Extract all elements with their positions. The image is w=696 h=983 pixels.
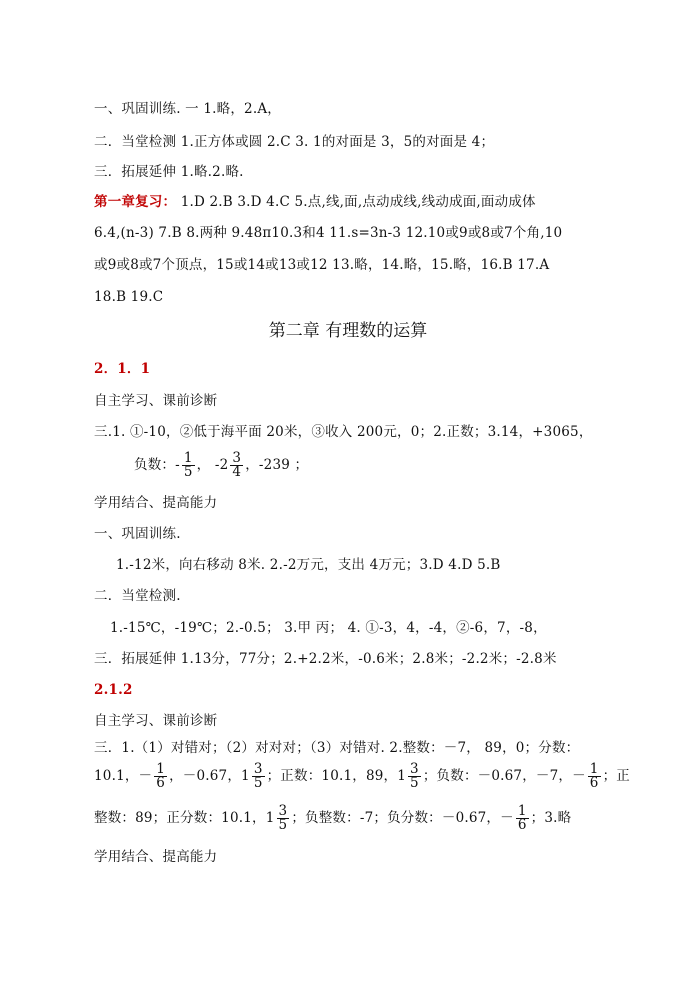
section-2-1-1-number: 2．1．1: [94, 361, 151, 377]
section-2-1-2-answer-1: 三．1.（1）对错对；（2）对对对；（3）对错对. 2.整数：－7， 89，0；分数：: [94, 740, 580, 756]
chapter1-review-label: 第一章复习：: [94, 194, 177, 210]
classroom-check-text: 1.-15℃，-19℃；2.-0.5； 3.甲 丙； 4. ①-3，4，-4，②-6，7，-8，: [110, 620, 547, 636]
fraction-three-fourths: $\frac{3}{4}$: [232, 449, 242, 480]
fraction-one-sixth: $\frac{1}{6}$: [517, 802, 527, 833]
extension-text: 三．拓展延伸 1.13分，77分；2.+2.2米，-0.6米；2.8米；-2.2米；-2.8米: [94, 651, 557, 667]
fraction-three-fifths: $\frac{3}{5}$: [253, 760, 263, 791]
answer-line-2: 二．当堂检测 1.正方体或圆 2.C 3. 1的对面是 3，5的对面是 4；: [94, 134, 495, 150]
fraction-one-sixth: $\frac{1}{6}$: [589, 760, 599, 791]
fraction-three-fifths: $\frac{3}{5}$: [410, 760, 419, 791]
consolidation-title: 一、巩固训练.: [94, 526, 181, 542]
answer-line-6: 或9或8或7个顶点，15或14或13或12 13.略，14.略，15.略，16.B 17.A: [94, 257, 550, 273]
answer-line-1: 一、巩固训练. 一 1.略，2.A，: [94, 101, 281, 117]
section-2-1-2-answer-2: 10.1，－ $\frac{1}{6}$ ，－0.67，1 $\frac{3}{5}$ ；正数：10.1，89，1 $\frac{3}{5}$ ；负数：－0.67，－7，－ $\frac{1}{6}$ ；正: [94, 760, 630, 791]
section-2-1-2-answer-3: 整数：89；正分数：10.1，1 $\frac{3}{5}$ ；负整数：-7；负分数：－0.67，－ $\frac{1}{6}$ ；3.略: [94, 802, 572, 833]
chapter-heading: 第二章 有理数的运算: [268, 321, 428, 341]
answer-line-3: 三．拓展延伸 1.略.2.略.: [94, 164, 244, 180]
consolidation-text: 1.-12米，向右移动 8米. 2.-2万元，支出 4万元；3.D 4.D 5.B: [116, 557, 501, 573]
fraction-one-fifth: $\frac{1}{5}$: [183, 449, 193, 480]
section-2-1-1-diagnosis: 自主学习、课前诊断: [94, 393, 218, 409]
classroom-check-title: 二．当堂检测.: [94, 588, 181, 604]
negatives-prefix: 负数：-: [134, 457, 180, 473]
negatives-mid: ， -2: [196, 457, 229, 473]
answer-line-7: 18.B 19.C: [94, 289, 164, 305]
section-2-1-1-apply: 学用结合、提高能力: [94, 495, 218, 511]
section-2-1-1-answer-1: 三.1. ①-10，②低于海平面 20米，③收入 200元，0；2.正数；3.14，+3065，: [94, 424, 593, 440]
section-2-1-1-answer-2: [134, 448, 308, 482]
answer-line-5: 6.4,(n-3) 7.B 8.两种 9.48π10.3和4 11.s=3n-3 12.10或9或8或7个角,10: [94, 225, 563, 241]
section-2-1-2-apply: 学用结合、提高能力: [94, 849, 218, 865]
chapter1-review-line: [94, 193, 536, 211]
section-2-1-2-diagnosis: 自主学习、课前诊断: [94, 713, 218, 729]
fraction-one-sixth: $\frac{1}{6}$: [156, 760, 166, 791]
fraction-three-fifths: $\frac{3}{5}$: [278, 802, 288, 833]
chapter1-review-text: 1.D 2.B 3.D 4.C 5.点,线,面,点动成线,线动成面,面动成体: [176, 194, 536, 210]
section-2-1-2-number: 2.1.2: [94, 682, 133, 698]
negatives-suffix: ，-239 ；: [245, 457, 309, 473]
